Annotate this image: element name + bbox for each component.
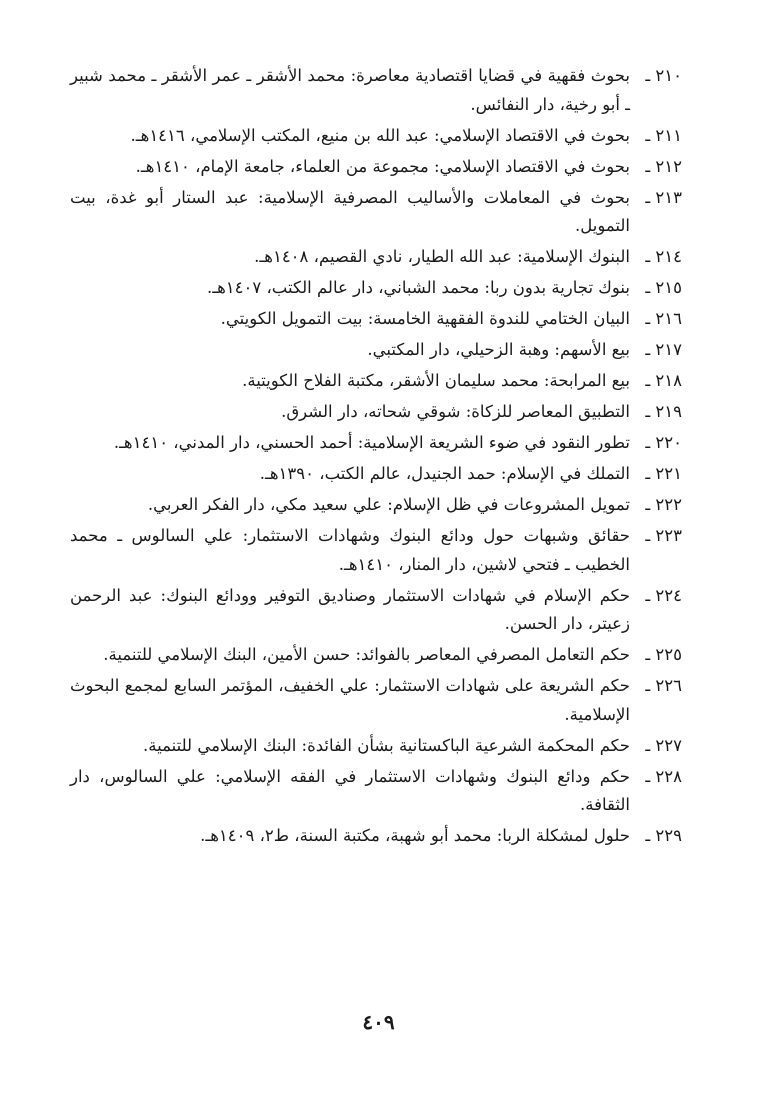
entry-number: ٢١٦ ـ [645, 309, 682, 328]
entry-text: حكم الشريعة على شهادات الاستثمار: علي الخفيف، المؤتمر السابع لمجمع البحوث الإسلامية. [70, 676, 630, 724]
entry-number: ٢٢٤ ـ [645, 585, 682, 605]
entry-number: ٢١٧ ـ [645, 340, 682, 359]
bibliography-entry-219 [70, 398, 682, 427]
entry-number: ٢١٩ ـ [645, 402, 682, 421]
bibliography-entry-222 [70, 491, 682, 520]
entry-number: ٢١١ ـ [645, 125, 682, 145]
entry-text: بحوث في الاقتصاد الإسلامي: عبد الله بن منيع، المكتب الإسلامي، ١٤١٦هـ. [130, 125, 630, 145]
bibliography-entry-210 [70, 62, 682, 119]
entry-number: ٢٢٠ ـ [645, 433, 682, 452]
bibliography-entry-211 [70, 122, 682, 151]
entry-text: التملك في الإسلام: حمد الجنيدل، عالم الكتب، ١٣٩٠هـ. [259, 464, 630, 483]
bibliography-entry-226 [70, 672, 682, 729]
entry-number: ٢١٨ ـ [645, 371, 682, 390]
entry-number: ٢٢١ ـ [645, 464, 682, 483]
entry-number: ٢٢٦ ـ [645, 676, 682, 695]
bibliography-entry-218 [70, 367, 682, 396]
bibliography-entry-216 [70, 305, 682, 334]
bibliography-entry-212 [70, 153, 682, 182]
entry-number: ٢٢٢ ـ [645, 495, 682, 514]
bibliography-entry-215 [70, 274, 682, 303]
entry-number: ٢٢٨ ـ [645, 766, 682, 786]
entry-text: حكم الإسلام في شهادات الاستثمار وصناديق التوفير وودائع البنوك: عبد الرحمن زعيتر، دار الحسن. [70, 585, 630, 633]
entry-number: ٢٢٣ ـ [645, 526, 682, 545]
entry-text: البنوك الإسلامية: عبد الله الطيار، نادي القصيم، ١٤٠٨هـ. [254, 247, 630, 266]
entry-text: بحوث في الاقتصاد الإسلامي: مجموعة من العلماء، جامعة الإمام، ١٤١٠هـ. [135, 156, 630, 176]
bibliography-entry-220 [70, 429, 682, 458]
bibliography-entry-229 [70, 822, 682, 851]
bibliography-entry-214 [70, 243, 682, 272]
entry-text: تمويل المشروعات في ظل الإسلام: علي سعيد مكي، دار الفكر العربي. [147, 495, 630, 514]
bibliography-entry-225 [70, 641, 682, 670]
bibliography-entry-217 [70, 336, 682, 365]
entry-text: بيع المرابحة: محمد سليمان الأشقر، مكتبة الفلاح الكويتية. [242, 371, 630, 390]
entry-number: ٢١٥ ـ [645, 278, 682, 297]
page-number: ٤٠٩ [362, 1010, 395, 1034]
entry-text: بيع الأسهم: وهبة الزحيلي، دار المكتبي. [367, 340, 630, 359]
entry-number: ٢٢٥ ـ [645, 645, 682, 664]
entry-text: بنوك تجارية بدون ربا: محمد الشباني، دار عالم الكتب، ١٤٠٧هـ. [206, 278, 630, 297]
entry-text: حلول لمشكلة الربا: محمد أبو شهبة، مكتبة السنة، ط٢، ١٤٠٩هـ. [200, 826, 630, 845]
bibliography-list [70, 62, 682, 853]
bibliography-entry-221 [70, 460, 682, 489]
bibliography-entry-223 [70, 522, 682, 579]
entry-number: ٢٢٩ ـ [645, 826, 682, 845]
entry-number: ٢١٣ ـ [645, 187, 682, 207]
entry-number: ٢١٤ ـ [645, 247, 682, 266]
bibliography-entry-228 [70, 763, 682, 820]
entry-text: بحوث فقهية في قضايا اقتصادية معاصرة: محمد الأشقر ـ عمر الأشقر ـ محمد شبير ـ أبو رخية، دار النفائس. [70, 66, 630, 114]
entry-text: تطور النقود في ضوء الشريعة الإسلامية: أحمد الحسني، دار المدني، ١٤١٠هـ. [113, 433, 630, 452]
entry-text: البيان الختامي للندوة الفقهية الخامسة: بيت التمويل الكويتي. [220, 309, 630, 328]
entry-text: حكم التعامل المصرفي المعاصر بالفوائد: حسن الأمين، البنك الإسلامي للتنمية. [103, 645, 630, 664]
entry-number: ٢١٠ ـ [645, 66, 682, 85]
entry-text: حكم ودائع البنوك وشهادات الاستثمار في الفقه الإسلامي: علي السالوس، دار الثقافة. [70, 766, 630, 814]
entry-text: بحوث في المعاملات والأساليب المصرفية الإسلامية: عبد الستار أبو غدة، بيت التمويل. [70, 187, 630, 235]
entry-number: ٢٢٧ ـ [645, 735, 682, 755]
entry-text: حكم المحكمة الشرعية الباكستانية بشأن الفائدة: البنك الإسلامي للتنمية. [143, 735, 630, 755]
bibliography-entry-213 [70, 184, 682, 241]
bibliography-entry-227 [70, 732, 682, 761]
bibliography-entry-224 [70, 582, 682, 639]
entry-text: حقائق وشبهات حول ودائع البنوك وشهادات الاستثمار: علي السالوس ـ محمد الخطيب ـ فتحي لاشين، دار المنار، ١٤١٠هـ. [70, 526, 630, 574]
entry-number: ٢١٢ ـ [645, 156, 682, 176]
entry-text: التطبيق المعاصر للزكاة: شوقي شحاته، دار الشرق. [281, 402, 630, 421]
